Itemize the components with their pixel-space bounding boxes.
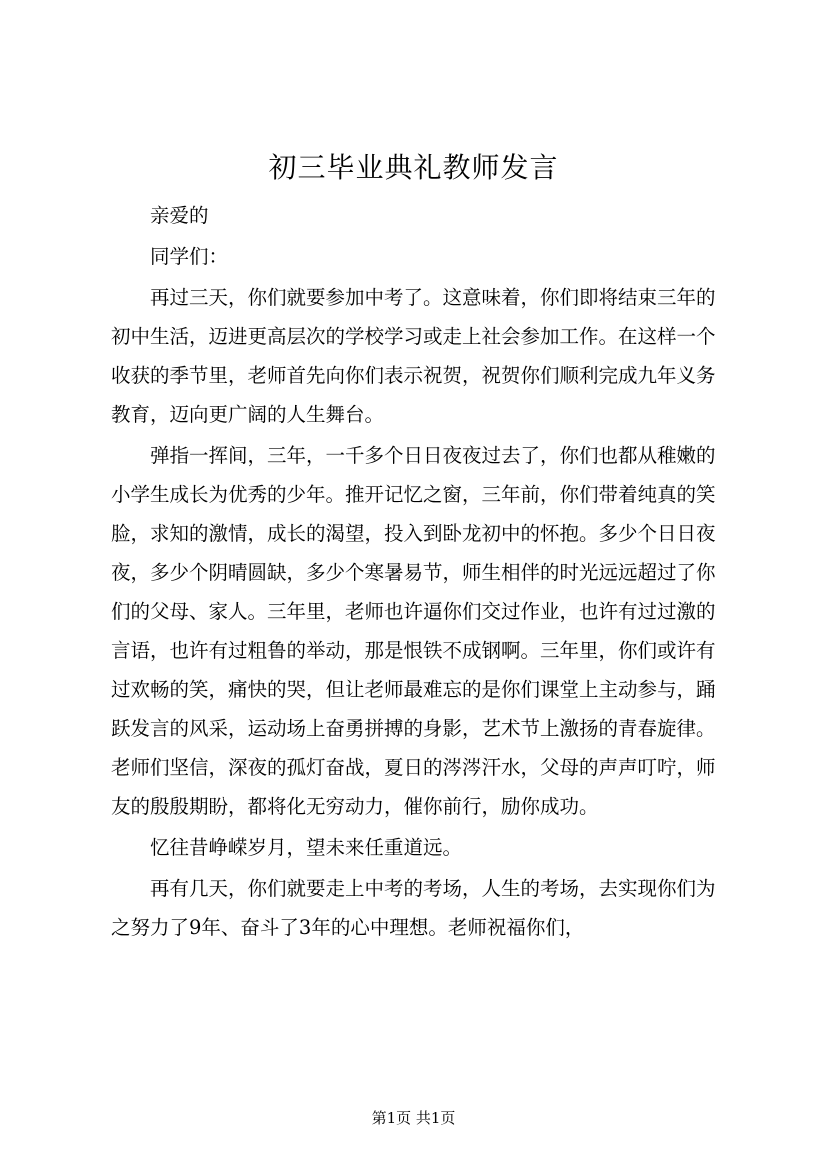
document-title: 初三毕业典礼教师发言 <box>268 151 559 184</box>
body-paragraph-3: 忆往昔峥嵘岁月，望未来任重道远。 <box>150 836 463 859</box>
document-body <box>111 196 723 947</box>
body-paragraph-2: 弹指一挥间，三年，一千多个日日夜夜过去了，你们也都从稚嫩的小学生成长为优秀的少年。推开记忆之窗，三年前，你们带着纯真的笑脸，求知的激情，成长的渴望，投入到卧龙初中的怀抱。多少个日日夜夜，多少个阴晴圆缺，多少个寒暑易节，师生相伴的时光远远超过了你们的父母、家人。三年里，老师也许逼你们交过作业，也许有过过激的言语，也许有过粗鲁的举动，那是恨铁不成钢啊。三年里，你们或许有过欢畅的笑，痛快的哭，但让老师最难忘的是你们课堂上主动参与，踊跃发言的风采，运动场上奋勇拼搏的身影，艺术节上激扬的青春旋律。老师们坚信，深夜的孤灯奋战，夏日的涔涔汗水，父母的声声叮咛，师友的殷殷期盼，都将化无穷动力，催你前行，励你成功。 <box>111 444 716 818</box>
salutation-line-2: 同学们： <box>150 245 229 268</box>
salutation-line-1: 亲爱的 <box>150 204 209 227</box>
body-paragraph-1: 再过三天，你们就要参加中考了。这意味着，你们即将结束三年的初中生活，迈进更高层次的学校学习或走上社会参加工作。在这样一个收获的季节里，老师首先向你们表示祝贺，祝贺你们顺利完成九年义务教育，迈向更广阔的人生舞台。 <box>111 286 716 426</box>
body-paragraph-4: 再有几天，你们就要走上中考的考场，人生的考场，去实现你们为之努力了9年、奋斗了3年的心中理想。老师祝福你们， <box>111 877 716 939</box>
page-footer: 第1页 共1页 <box>371 1109 456 1127</box>
